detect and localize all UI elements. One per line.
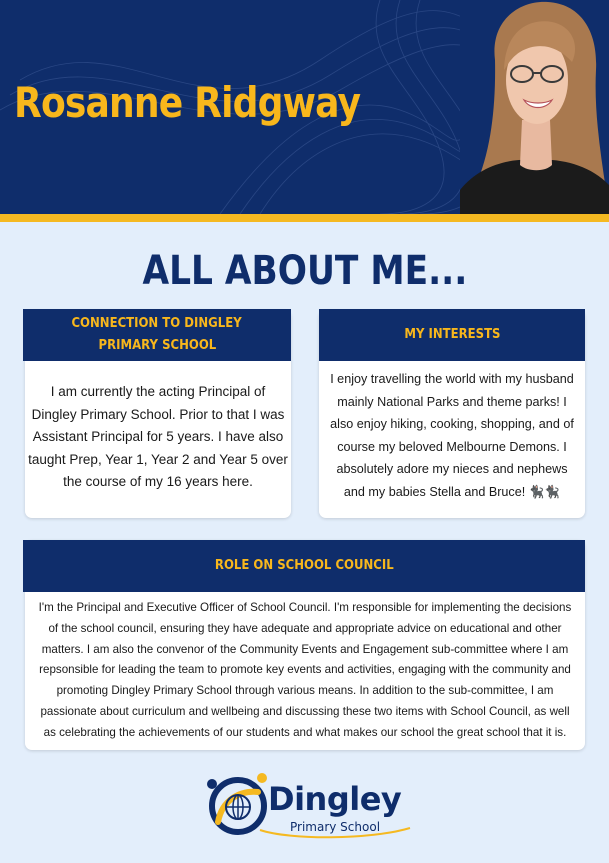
connection-line: I am currently the acting Principal of: [50, 384, 266, 399]
role-line: as celebrating the achievements of our students and what makes our school the great school that it is.: [43, 725, 567, 739]
role-line: repsonsible for leading the team to promote key events and activities, engaging with the community and: [39, 663, 571, 677]
connection-text: [25, 381, 291, 494]
role-text: [25, 598, 585, 744]
connection-line: the course of my 16 years here.: [63, 474, 253, 489]
connection-line: Dingley Primary School. Prior to that I was: [31, 406, 285, 422]
logo-wordmark: Dingley: [268, 780, 402, 818]
interests-text: [319, 368, 585, 503]
interests-line: mainly National Parks and theme parks! I: [337, 394, 567, 409]
interests-title: MY INTERESTS: [319, 309, 585, 361]
logo-subtitle: Primary School: [290, 820, 381, 834]
interests-line: I enjoy travelling the world with my husband: [330, 372, 574, 386]
connection-line: Assistant Principal for 5 years. I have also: [32, 429, 284, 444]
interests-line: absolutely adore my nieces and nephews: [336, 462, 568, 476]
role-title: ROLE ON SCHOOL COUNCIL: [23, 540, 585, 592]
role-line: passionate about curriculum and wellbeing and discussing these two items with School Council, as well: [40, 704, 570, 718]
role-line: of the school council, ensuring they have adequate and appropriate advice on educational and other: [48, 621, 562, 635]
connection-title-line2: PRIMARY SCHOOL: [98, 338, 216, 353]
connection-title: [23, 309, 291, 361]
header-banner: [0, 0, 609, 214]
page-heading: ALL ABOUT ME...: [142, 248, 467, 294]
interests-line: and my babies Stella and Bruce! 🐈‍⬛🐈‍⬛: [343, 484, 561, 499]
interests-line: also enjoy hiking, cooking, shopping, and of: [330, 417, 574, 431]
connection-title-line1: CONNECTION TO DINGLEY: [71, 316, 243, 331]
interests-line: course my beloved Melbourne Demons. I: [337, 439, 567, 454]
connection-line: taught Prep, Year 1, Year 2 and Year 5 over: [28, 451, 288, 467]
profile-photo: [460, 0, 609, 214]
header-gold-stripe: [0, 214, 609, 222]
role-line: promoting Dingley Primary School through various means. In addition to the sub-committee, I am: [56, 684, 554, 698]
role-line: I'm the Principal and Executive Officer of School Council. I'm responsible for implementing the decisions: [38, 601, 572, 614]
role-line: matters. I am also the convenor of the Community Events and Engagement sub-committee where I am: [41, 642, 569, 656]
person-name: Rosanne Ridgway: [14, 78, 361, 127]
